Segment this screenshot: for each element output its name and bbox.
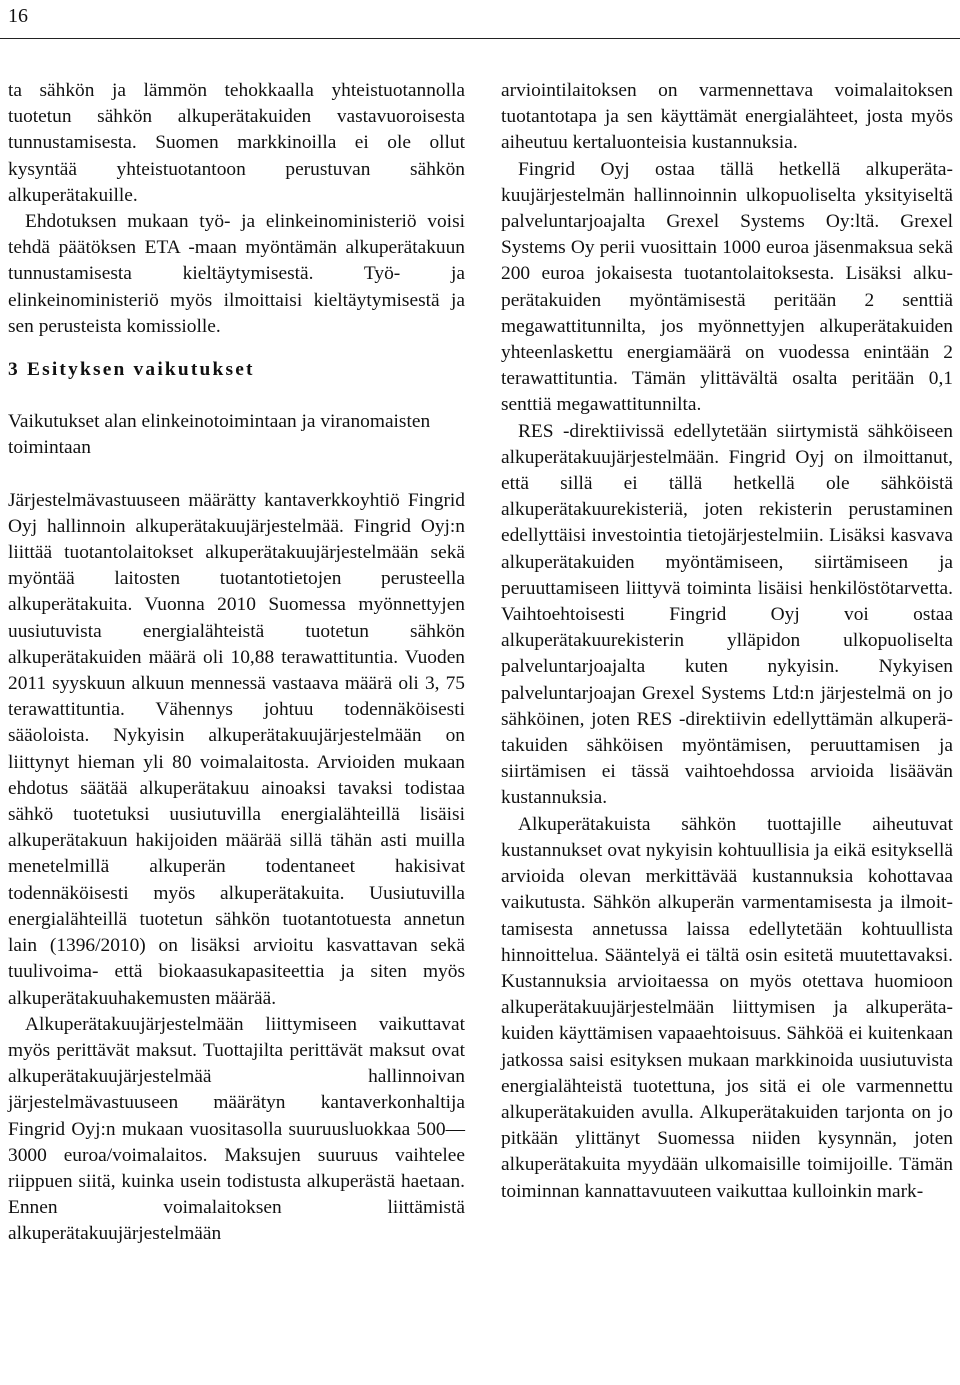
right-column (501, 78, 953, 1205)
right-paragraph-4: Alkuperätakuista sähkön tuottajille aiheutuvat kustannukset ovat nykyisin kohtuullisia ja eikä esityksellä arvioida olevan merkittävää kustannuksia kohottavaa vaikutusta. Sähkön alkuperän varmentamisesta ja ilmoittamisesta annetussa laissa edellytetään kohtuullista hinnoittelua. Sääntelyä ei tältä osin esitetä muutettavaksi. Kustannuksia arvioitaessa on myös otettava huomioon alkuperätakuujärjestelmään liittymisen ja alkuperätakuiden käyttämisen vapaaehtoisuus. Sähköä ei kuitenkaan jatkossa saisi esityksen mukaan markkinoida uusiutuvista energialähteistä tuotettuna, jos sitä ei ole varmennettu alkuperätakuiden avulla. Alkuperätakuiden tarjonta on jo pitkään ylittänyt Suomessa niiden kysynnän, joten alkuperätakuita myydään ulkomaisille toimijoille. Tämän toiminnan kannattavuuteen vaikuttaa kulloinkin mark- (501, 813, 953, 1202)
left-paragraph-4: Alkuperätakuujärjestelmään liittymiseen vaikuttavat myös perittävät maksut. Tuottajilta perittävät maksut ovat alkuperätakuujärjestelmää hallinnoivan järjestelmävastuuseen määrätyn kantaverkonhaltija Fingrid Oyj:n mukaan vuositasolla suuruusluokkaa 500— 3000 euroa/voimalaitos. Maksujen suuruus vaihtelee riippuen siitä, kuinka usein todistusta alkuperästä haetaan. Ennen voimalaitoksen liittämistä alkuperätakuujärjestelmään (8, 1013, 465, 1245)
right-paragraph-1: arviointilaitoksen on varmennettava voimalaitoksen tuotantotapa ja sen käyttämät energialähteet, josta myös aiheutuu kertaluonteisia kustannuksia. (501, 80, 953, 154)
left-paragraph-3: Järjestelmävastuuseen määrätty kantaverkkoyhtiö Fingrid Oyj hallinnoin alkuperätakuujärjestelmää. Fingrid Oyj:n liittää tuotantolaitokset alkuperätakuujärjestelmään sekä myöntää laitosten tuotantotietojen perusteella alkuperätakuita. Vuonna 2010 Suomessa myönnettyjen uusiutuvista energialähteistä tuotetun sähkön alkuperätakuiden määrä oli 10,88 terawattituntia. Vuoden 2011 syyskuun alkuun mennessä vastaava määrä oli 3, 75 terawattituntia. Vähennys johtuu todennäköisesti sääoloista. Nykyisin alkuperätakuujärjestelmään on liittynyt hieman yli 80 voimalaitosta. Arvioiden mukaan ehdotus säätää alkuperätakuu ainoaksi tavaksi todistaa sähkö tuotetuksi uusiutuvilla energialähteillä lisäisi alkuperätakuun hakijoiden määrää sillä tähän asti muilla menetelmillä alkuperän todentaneet hakisivat todennäköisesti myös alkuperätakuita. Uusiutuvilla energialähteillä tuotetun sähkön tuotantotuesta annetun lain (1396/2010) on lisäksi arvioitu kasvattavan sekä tuulivoima- että biokaasukapasiteettia ja siten myös alkuperätakuuhakemusten määrää. (8, 489, 465, 1009)
left-column (8, 78, 465, 1248)
section-subheading: Vaikutukset alan elinkeinotoimintaan ja viranomaisten toimintaan (8, 411, 431, 459)
right-paragraph-2: Fingrid Oyj ostaa tällä hetkellä alkuperätakuujärjestelmän hallinnoinnin ulkopuoliselta yksityiseltä palveluntarjoajalta Grexel Systems Oy:ltä. Grexel Systems Oy perii vuosittain 1000 euroa jäsenmaksua sekä 200 euroa jokaisesta tuotantolaitoksesta. Lisäksi alkuperätakuiden myöntämisestä peritään 2 senttiä megawattitunnilta, jos myönnettyjen alkuperätakuiden yhteenlaskettu energiamäärä on vuodessa enintään 2 terawattituntia. Tämän ylittävältä osalta peritään 0,1 senttiä megawattitunnilta. (501, 158, 953, 416)
header-rule (0, 38, 960, 39)
page-number: 16 (8, 5, 28, 27)
right-paragraph-3: RES -direktiivissä edellytetään siirtymistä sähköiseen alkuperätakuujärjestelmään. Fingrid Oyj on ilmoittanut, että sillä ei tällä hetkellä ole sähköistä alkuperätakuurekisteriä, joten rekisterin perustaminen edellyttäisi investointia tietojärjestelmiin. Lisäksi kasvava alkuperätakuiden myöntämiseen, siirtämiseen ja peruuttamiseen liittyvä toiminta lisäisi henkilöstötarvetta. Vaihtoehtoisesti Fingrid Oyj voi ostaa alkuperätakuurekisterin ylläpidon ulkopuoliselta palveluntarjoajalta kuten nykyisin. Nykyisen palveluntarjoajan Grexel Systems Ltd:n järjestelmä on jo sähköinen, joten RES -direktiivin edellyttämän alkuperätakuiden sähköisen myöntämisen, peruuttamisen ja siirtämisen ei tässä vaihtoehdossa arvioida lisäävän kustannuksia. (501, 420, 953, 809)
section-heading: 3 Esityksen vaikutukset (8, 359, 255, 381)
left-paragraph-2: Ehdotuksen mukaan työ- ja elinkeinoministeriö voisi tehdä päätöksen ETA -maan myöntämän alkuperätakuun tunnustamisesta kieltäytymisestä. Työ- ja elinkeinoministeriö myös ilmoittaisi kieltäytymisestä ja sen perusteista komissiolle. (8, 211, 465, 337)
left-paragraph-1: ta sähkön ja lämmön tehokkaalla yhteistuotannolla tuotetun sähkön alkuperätakuiden vastavuoroisesta tunnustamisesta. Suomen markkinoilla ei ole ollut kysyntää yhteistuotantoon perustuvan sähkön alkuperätakuille. (8, 80, 465, 206)
